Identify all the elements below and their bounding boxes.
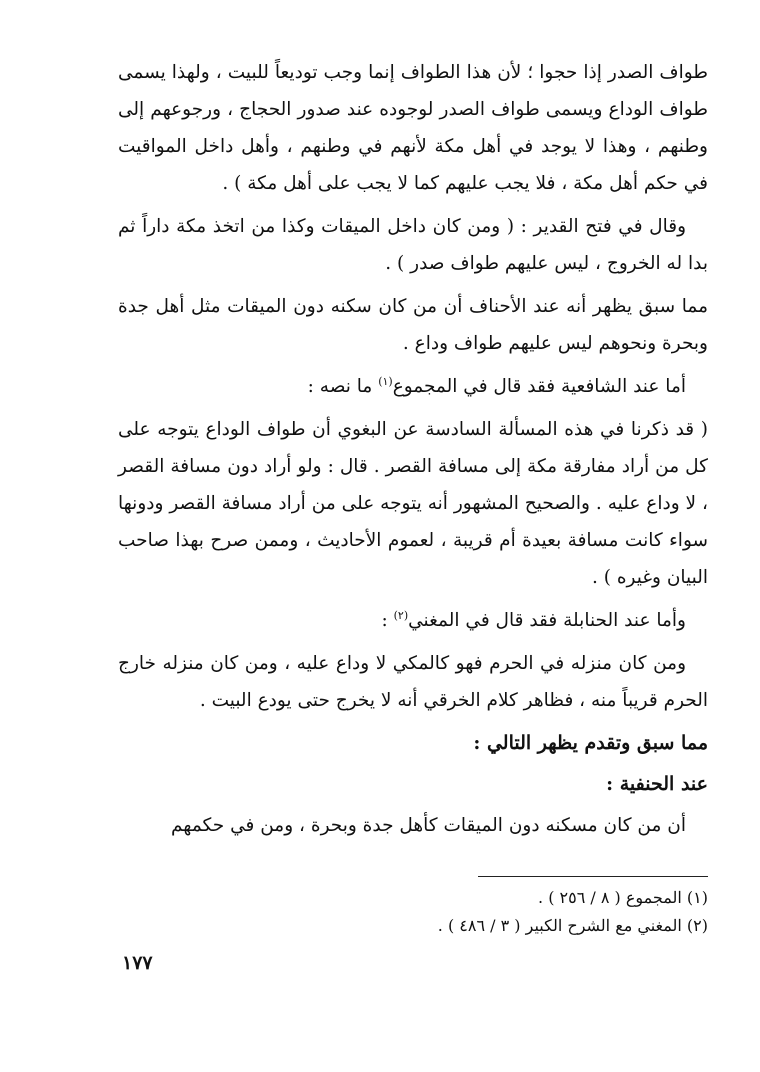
heading-hanafi: عند الحنفية : [606, 773, 708, 795]
footnote-ref-1: (١) [378, 374, 393, 388]
paragraph-hanbali-quote: ومن كان منزله في الحرم فهو كالمكي لا وداع عليه ، ومن كان منزله خارج الحرم قريباً منه ، فظاهر كلام الخرقي أنه لا يخرج حتى يودع البيت . [118, 653, 708, 711]
footnote-1: (١) المجموع ( ٨ / ٢٥٦ ) . [538, 888, 708, 907]
paragraph-ahnaf-conclusion: مما سبق يظهر أنه عند الأحناف أن من كان سكنه دون الميقات مثل أهل جدة وبحرة ونحوهم ليس عليهم طواف وداع . [118, 296, 708, 354]
paragraph-shafii-intro [118, 368, 708, 405]
paragraph-hanbali-intro [118, 602, 708, 639]
footnotes [118, 884, 708, 940]
heading-summary: مما سبق وتقدم يظهر التالي : [473, 732, 708, 754]
footnote-ref-2: (٢) [393, 608, 409, 622]
hanbali-intro-tail: : [381, 610, 394, 631]
shafii-intro-tail: ما نصه : [307, 376, 379, 397]
page-body [118, 54, 708, 850]
paragraph-fath-alqadir-quote: وقال في فتح القدير : ( ومن كان داخل الميقات وكذا من اتخذ مكة داراً ثم بدا له الخروج ، ليس عليهم طواف صدر ) . [118, 216, 708, 274]
paragraph-hanafi-explanation: طواف الصدر إذا حجوا ؛ لأن هذا الطواف إنما وجب توديعاً للبيت ، ولهذا يسمى طواف الوداع ويسمى طواف الصدر لوجوده عند صدور الحجاج ، ورجوعهم إلى وطنهم ، وهذا لا يوجد في أهل مكة لأنهم في وطنهم ، وأهل داخل المواقيت في حكم أهل مكة ، فلا يجب عليهم كما لا يجب على أهل مكة ) . [118, 62, 708, 194]
hanbali-intro-text: وأما عند الحنابلة فقد قال في المغني [408, 610, 686, 631]
footnote-divider [478, 876, 708, 877]
paragraph-shafii-quote: ( قد ذكرنا في هذه المسألة السادسة عن البغوي أن طواف الوداع يتوجه على كل من أراد مفارقة مكة إلى مسافة القصر . قال : ولو أراد دون مسافة القصر ، لا وداع عليه . والصحيح المشهور أنه يتوجه على من أراد مسافة القصر ودونها سواء كانت مسافة بعيدة أم قريبة ، لعموم الأحاديث ، وممن صرح بهذا صاحب البيان وغيره ) . [118, 419, 708, 588]
paragraph-last: أن من كان مسكنه دون الميقات كأهل جدة وبحرة ، ومن في حكمهم [171, 815, 686, 836]
footnote-2: (٢) المغني مع الشرح الكبير ( ٣ / ٤٨٦ ) . [437, 916, 708, 935]
page-number: ١٧٧ [122, 952, 153, 974]
shafii-intro-text: أما عند الشافعية فقد قال في المجموع [392, 376, 686, 397]
